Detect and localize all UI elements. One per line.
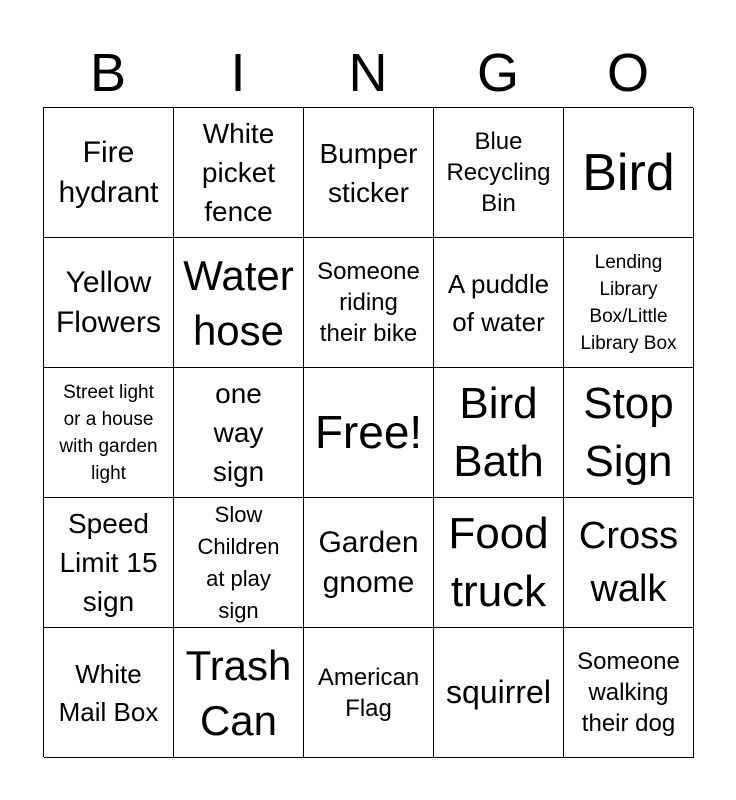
bingo-cell[interactable] xyxy=(564,368,694,498)
bingo-cell[interactable] xyxy=(434,238,564,368)
bingo-cell[interactable] xyxy=(174,108,304,238)
bingo-cell[interactable] xyxy=(304,108,434,238)
bingo-cell[interactable] xyxy=(174,368,304,498)
cell-label: Someone walking their dog xyxy=(577,648,680,737)
bingo-cell[interactable] xyxy=(304,498,434,628)
bingo-cell[interactable] xyxy=(564,498,694,628)
bingo-cell[interactable] xyxy=(44,108,174,238)
cell-label: Speed Limit 15 sign xyxy=(59,508,158,617)
cell-label: American Flag xyxy=(317,663,420,722)
bingo-board xyxy=(43,107,693,757)
header-letter-b: B xyxy=(89,43,127,103)
cell-label: one way sign xyxy=(212,378,265,487)
bingo-cell[interactable] xyxy=(174,238,304,368)
cell-label: Blue Recycling Bin xyxy=(446,128,551,217)
header-letter-o: O xyxy=(606,43,649,103)
header-letter-g: G xyxy=(476,43,519,103)
cell-label: Bird Bath xyxy=(453,378,544,486)
bingo-cell[interactable] xyxy=(564,238,694,368)
cell-label: Stop Sign xyxy=(583,378,674,486)
header-letter-i: I xyxy=(230,43,246,103)
cell-label: Food truck xyxy=(448,508,549,616)
bingo-cell[interactable] xyxy=(44,628,174,758)
bingo-cell[interactable] xyxy=(44,238,174,368)
cell-label: Fire hydrant xyxy=(58,135,159,209)
cell-label: Slow Children at play sign xyxy=(197,501,280,623)
cell-label: White picket fence xyxy=(201,118,276,227)
bingo-cell[interactable] xyxy=(174,498,304,628)
cell-label: Water hose xyxy=(183,251,294,354)
bingo-header xyxy=(43,40,693,106)
bingo-cell[interactable] xyxy=(434,368,564,498)
cell-label: Bumper sticker xyxy=(319,137,418,208)
cell-label: A puddle of water xyxy=(447,268,550,337)
bingo-cell[interactable] xyxy=(174,628,304,758)
free-space-label: Free! xyxy=(314,406,423,458)
cell-label: Cross walk xyxy=(578,514,679,610)
header-letter-n: N xyxy=(348,43,388,103)
bingo-cell[interactable] xyxy=(304,628,434,758)
bingo-cell[interactable] xyxy=(564,628,694,758)
cell-label: Street light or a house with garden light xyxy=(59,381,158,484)
bingo-cell[interactable] xyxy=(434,498,564,628)
cell-label: Trash Can xyxy=(185,641,292,744)
bingo-cell[interactable] xyxy=(44,498,174,628)
cell-label: Yellow Flowers xyxy=(55,265,161,339)
cell-label: squirrel xyxy=(446,674,551,710)
cell-label: Someone riding their bike xyxy=(317,258,420,347)
cell-label: White Mail Box xyxy=(58,658,159,727)
bingo-cell[interactable] xyxy=(434,628,564,758)
bingo-cell[interactable] xyxy=(304,368,434,498)
cell-label: Garden gnome xyxy=(318,525,419,599)
bingo-cell[interactable] xyxy=(304,238,434,368)
bingo-cell[interactable] xyxy=(564,108,694,238)
bingo-cell[interactable] xyxy=(44,368,174,498)
cell-label: Bird xyxy=(582,143,675,202)
bingo-cell[interactable] xyxy=(434,108,564,238)
cell-label: Lending Library Box/Little Library Box xyxy=(580,251,677,354)
